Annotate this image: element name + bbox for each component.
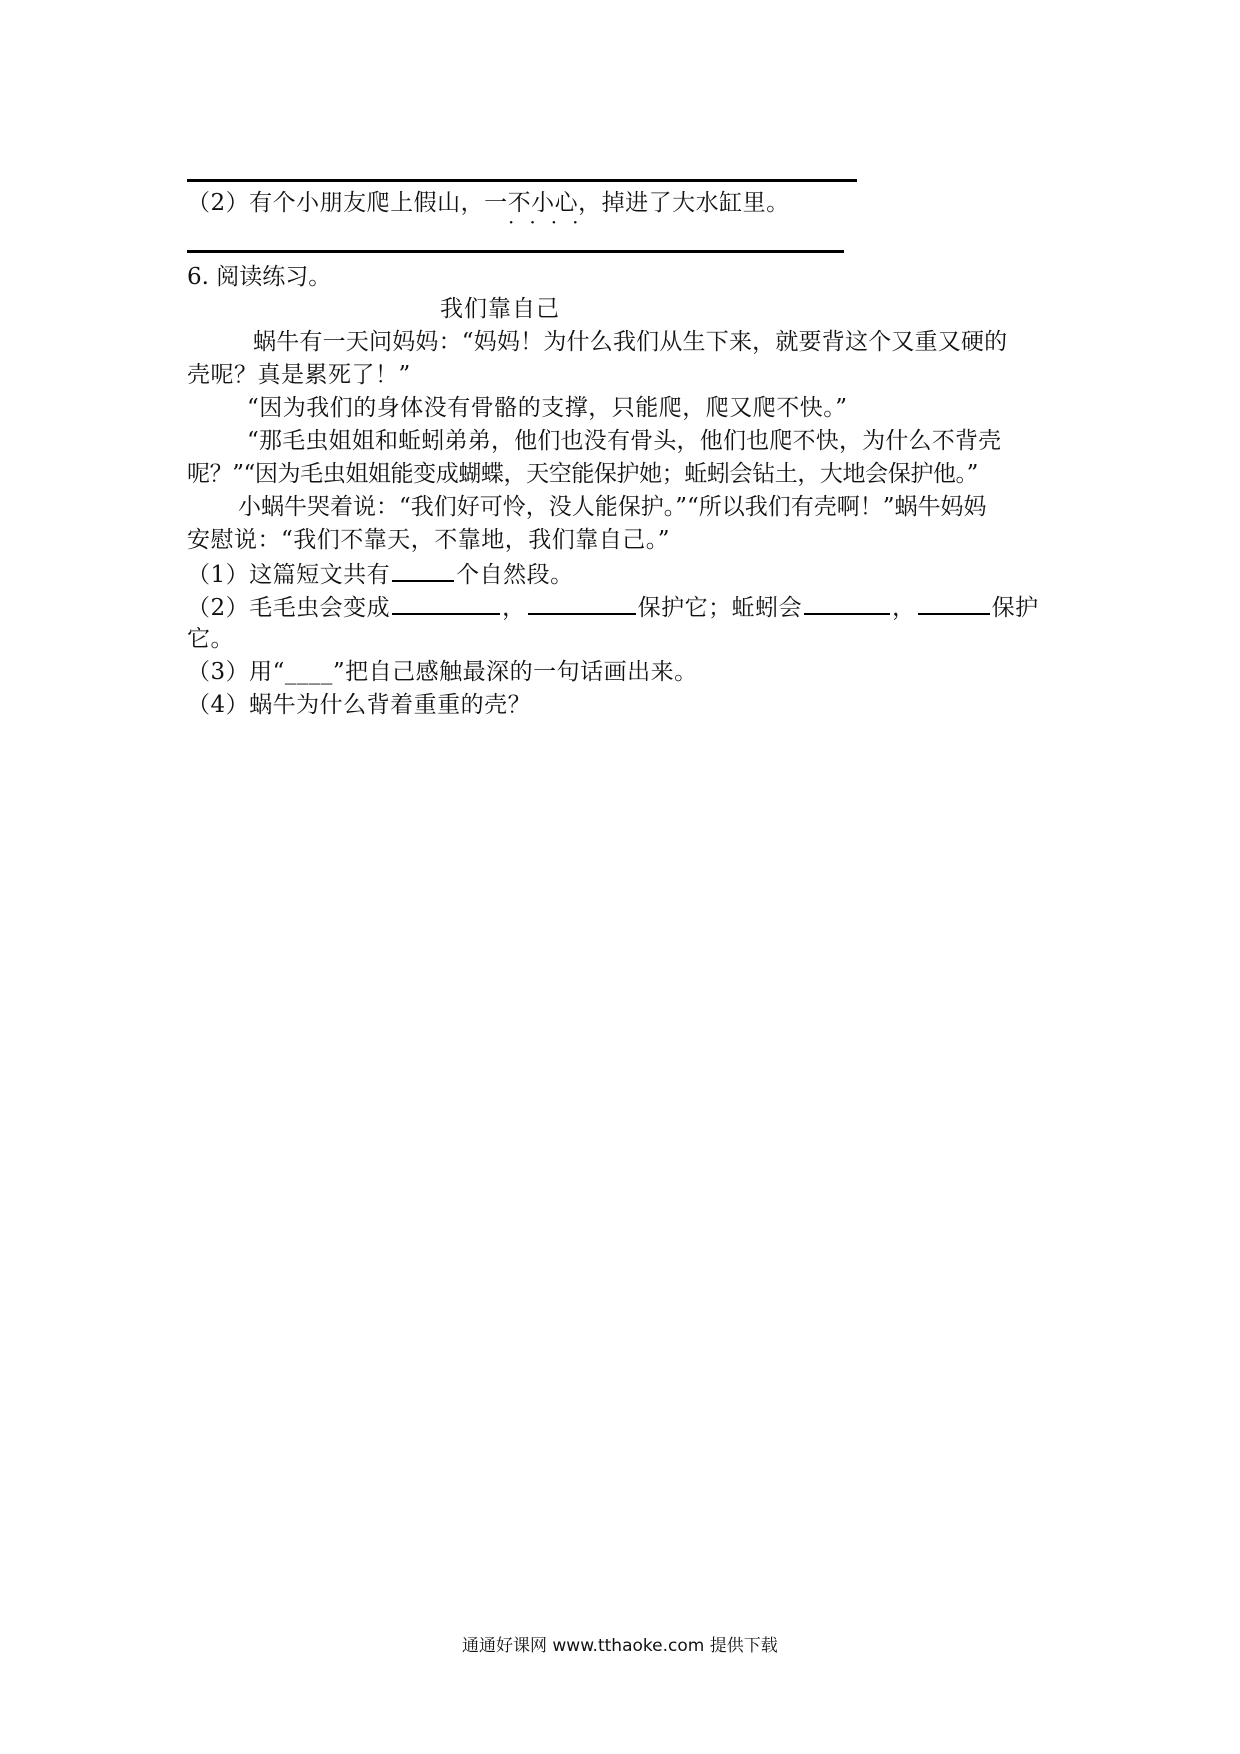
question-2-part-e: 保护 (991, 595, 1039, 621)
question-2-continuation: 它。 (187, 626, 234, 652)
emphasis-dots: ···· (508, 210, 594, 234)
paragraph-4-line-2: 安慰说：“我们不靠天，不靠地，我们靠自己。” (187, 527, 671, 553)
paragraph-4-line-1: 小蜗牛哭着说：“我们好可怜，没人能保护。”“所以我们有壳啊！”蜗牛妈妈 (238, 494, 987, 520)
exercise6-heading: 6. 阅读练习。 (187, 264, 332, 290)
answer-blank-earthworm-does[interactable] (804, 589, 890, 615)
question-4: （4）蜗牛为什么背着重重的壳？ (187, 692, 532, 718)
question-2-part-c: 保护它；蚯蚓会 (637, 595, 803, 621)
question-2-part-a: （2）毛毛虫会变成 (187, 595, 391, 621)
answer-blank-paragraph-count[interactable] (392, 556, 454, 582)
answer-blank-caterpillar-becomes[interactable] (392, 589, 500, 615)
paragraph-3-line-1: “那毛虫姐姐和蚯蚓弟弟，他们也没有骨头，他们也爬不快，为什么不背壳 (247, 428, 1002, 454)
paragraph-1-line-1: 蜗牛有一天问妈妈：“妈妈！为什么我们从生下来，就要背这个又重又硬的 (253, 329, 1008, 355)
answer-blank-protects-earthworm[interactable] (918, 589, 990, 615)
answer-line-1 (187, 179, 857, 182)
passage-title: 我们靠自己 (440, 296, 560, 322)
exercise5-question-2: （2）有个小朋友爬上假山，一不小心，掉进了大水缸里。 (187, 190, 790, 216)
answer-blank-protects-caterpillar[interactable] (528, 589, 636, 615)
question-1-prefix: （1）这篇短文共有 (187, 562, 391, 588)
footer-credit: 通通好课网 www.tthaoke.com 提供下载 (462, 1636, 778, 1656)
paragraph-2: “因为我们的身体没有骨骼的支撑，只能爬，爬又爬不快。” (247, 395, 848, 421)
paragraph-3-line-2: 呢？”“因为毛虫姐姐能变成蝴蝶，天空能保护她；蚯蚓会钻土，大地会保护他。” (187, 461, 978, 487)
paragraph-1-line-2: 壳呢？真是累死了！” (187, 362, 411, 388)
question-2 (187, 589, 1039, 625)
question-2-part-b: ， (502, 595, 526, 621)
question-1 (187, 556, 574, 592)
question-1-suffix: 个自然段。 (456, 562, 574, 588)
question-3: （3）用“____”把自己感触最深的一句话画出来。 (187, 659, 698, 685)
question-2-part-d: ， (892, 595, 916, 621)
answer-line-2 (187, 250, 844, 253)
